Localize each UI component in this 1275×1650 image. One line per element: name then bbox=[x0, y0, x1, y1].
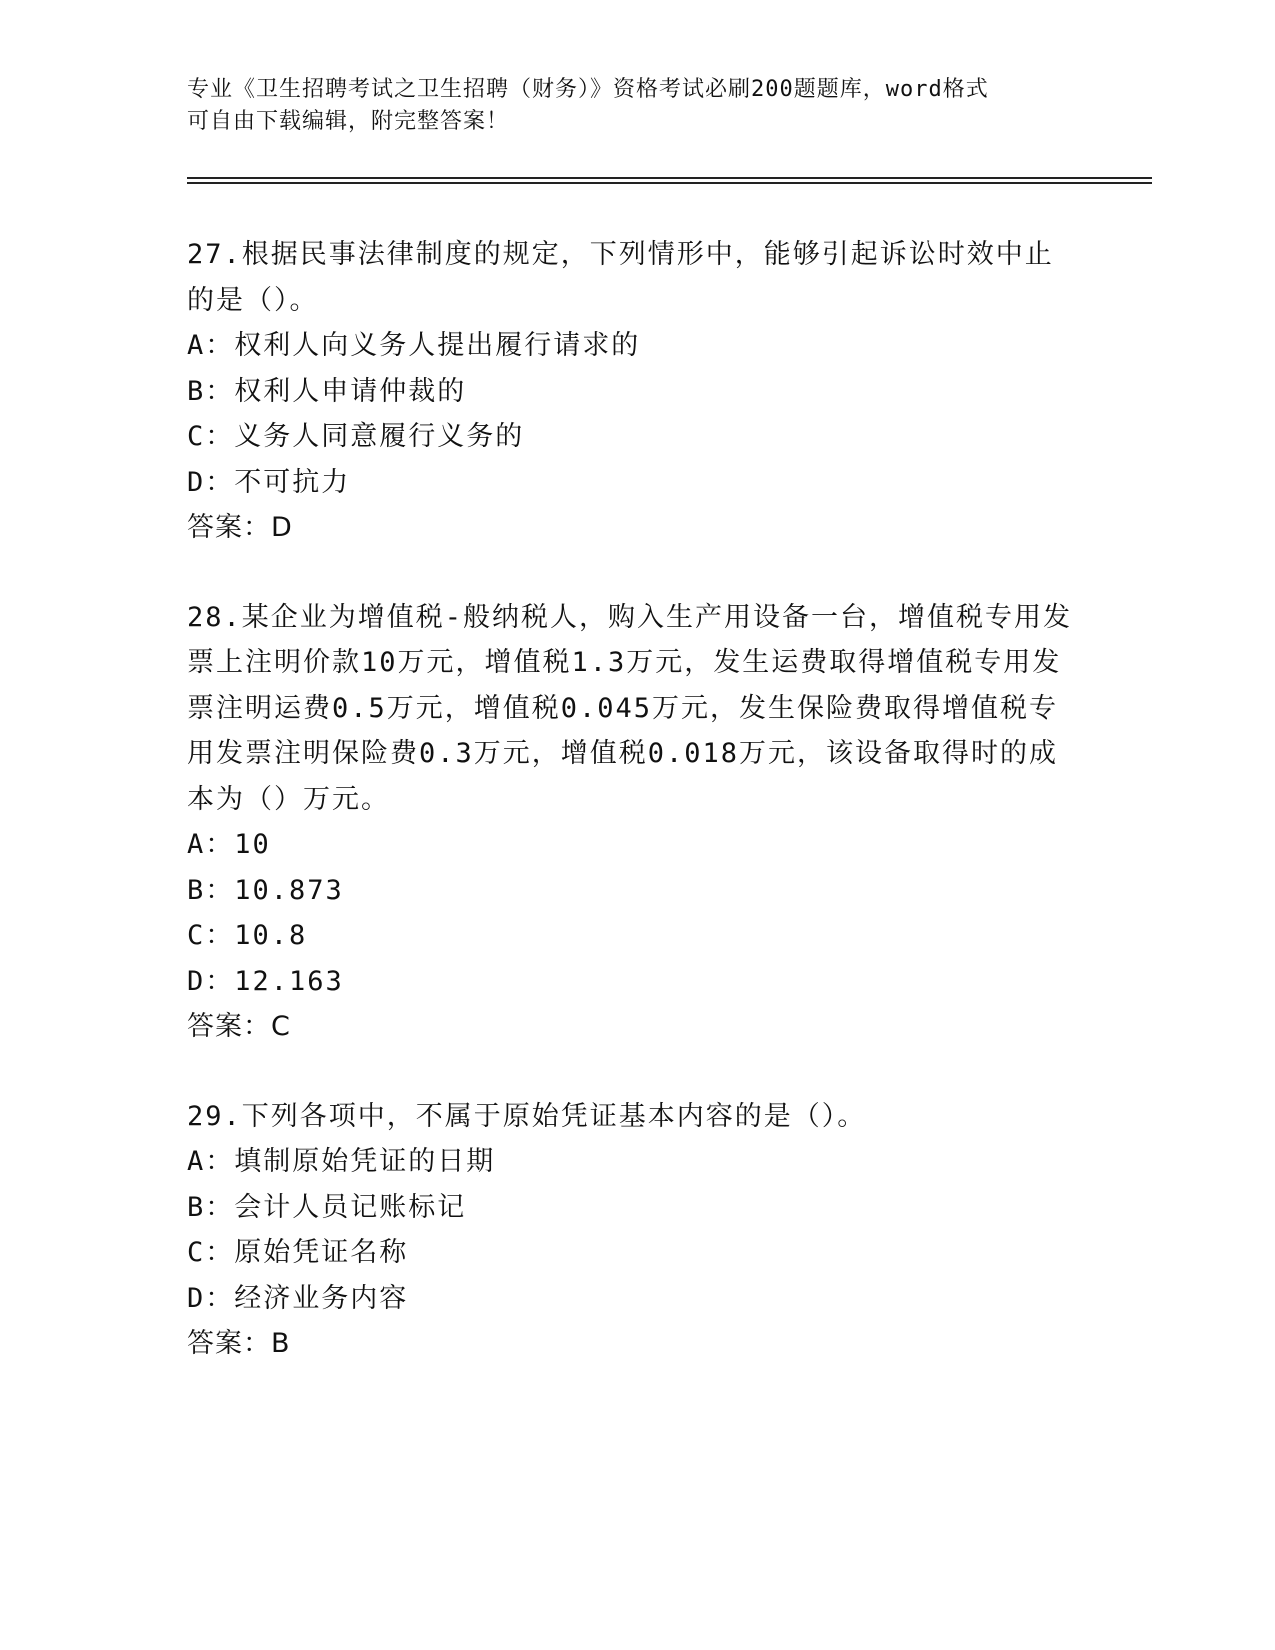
question-text: 28.某企业为增值税-般纳税人，购入生产用设备一台，增值税专用发票上注明价款10万元，增值税1.3万元，发生运费取得增值税专用发票注明运费0.5万元，增值税0.045万元，发生保险费取得增值税专用发票注明保险费0.3万元，增值税0.018万元，该设备取得时的成本为（）万元。 bbox=[187, 601, 1073, 815]
document-header bbox=[187, 74, 1067, 138]
option-c: C：10.8 bbox=[187, 920, 308, 951]
question-29 bbox=[187, 1094, 1077, 1367]
answer-label: 答案：D bbox=[187, 512, 293, 543]
option-a: A：10 bbox=[187, 829, 271, 860]
option-b: B：10.873 bbox=[187, 874, 344, 906]
question-27 bbox=[187, 232, 1077, 551]
question-28 bbox=[187, 595, 1077, 1050]
option-d: D：经济业务内容 bbox=[187, 1282, 409, 1314]
option-b: B：权利人申请仲裁的 bbox=[187, 375, 467, 407]
option-d: D：12.163 bbox=[187, 965, 344, 997]
header-divider-top bbox=[187, 177, 1152, 179]
option-d: D：不可抗力 bbox=[187, 466, 351, 498]
answer-label: 答案：B bbox=[187, 1328, 291, 1359]
header-line-1: 专业《卫生招聘考试之卫生招聘（财务）》资格考试必刷200题题库，word格式 bbox=[187, 77, 989, 102]
option-c: C：原始凭证名称 bbox=[187, 1237, 409, 1268]
header-line-2: 可自由下载编辑，附完整答案！ bbox=[187, 109, 510, 134]
option-a: A：权利人向义务人提出履行请求的 bbox=[187, 330, 641, 361]
answer-label: 答案：C bbox=[187, 1011, 291, 1042]
question-text: 29.下列各项中，不属于原始凭证基本内容的是（）。 bbox=[187, 1100, 867, 1132]
option-a: A：填制原始凭证的日期 bbox=[187, 1146, 496, 1177]
question-text: 27.根据民事法律制度的规定，下列情形中，能够引起诉讼时效中止的是（）。 bbox=[187, 239, 1054, 316]
option-b: B：会计人员记账标记 bbox=[187, 1191, 467, 1223]
header-divider-bottom bbox=[187, 182, 1152, 184]
option-c: C：义务人同意履行义务的 bbox=[187, 421, 525, 452]
question-list bbox=[187, 232, 1077, 1411]
